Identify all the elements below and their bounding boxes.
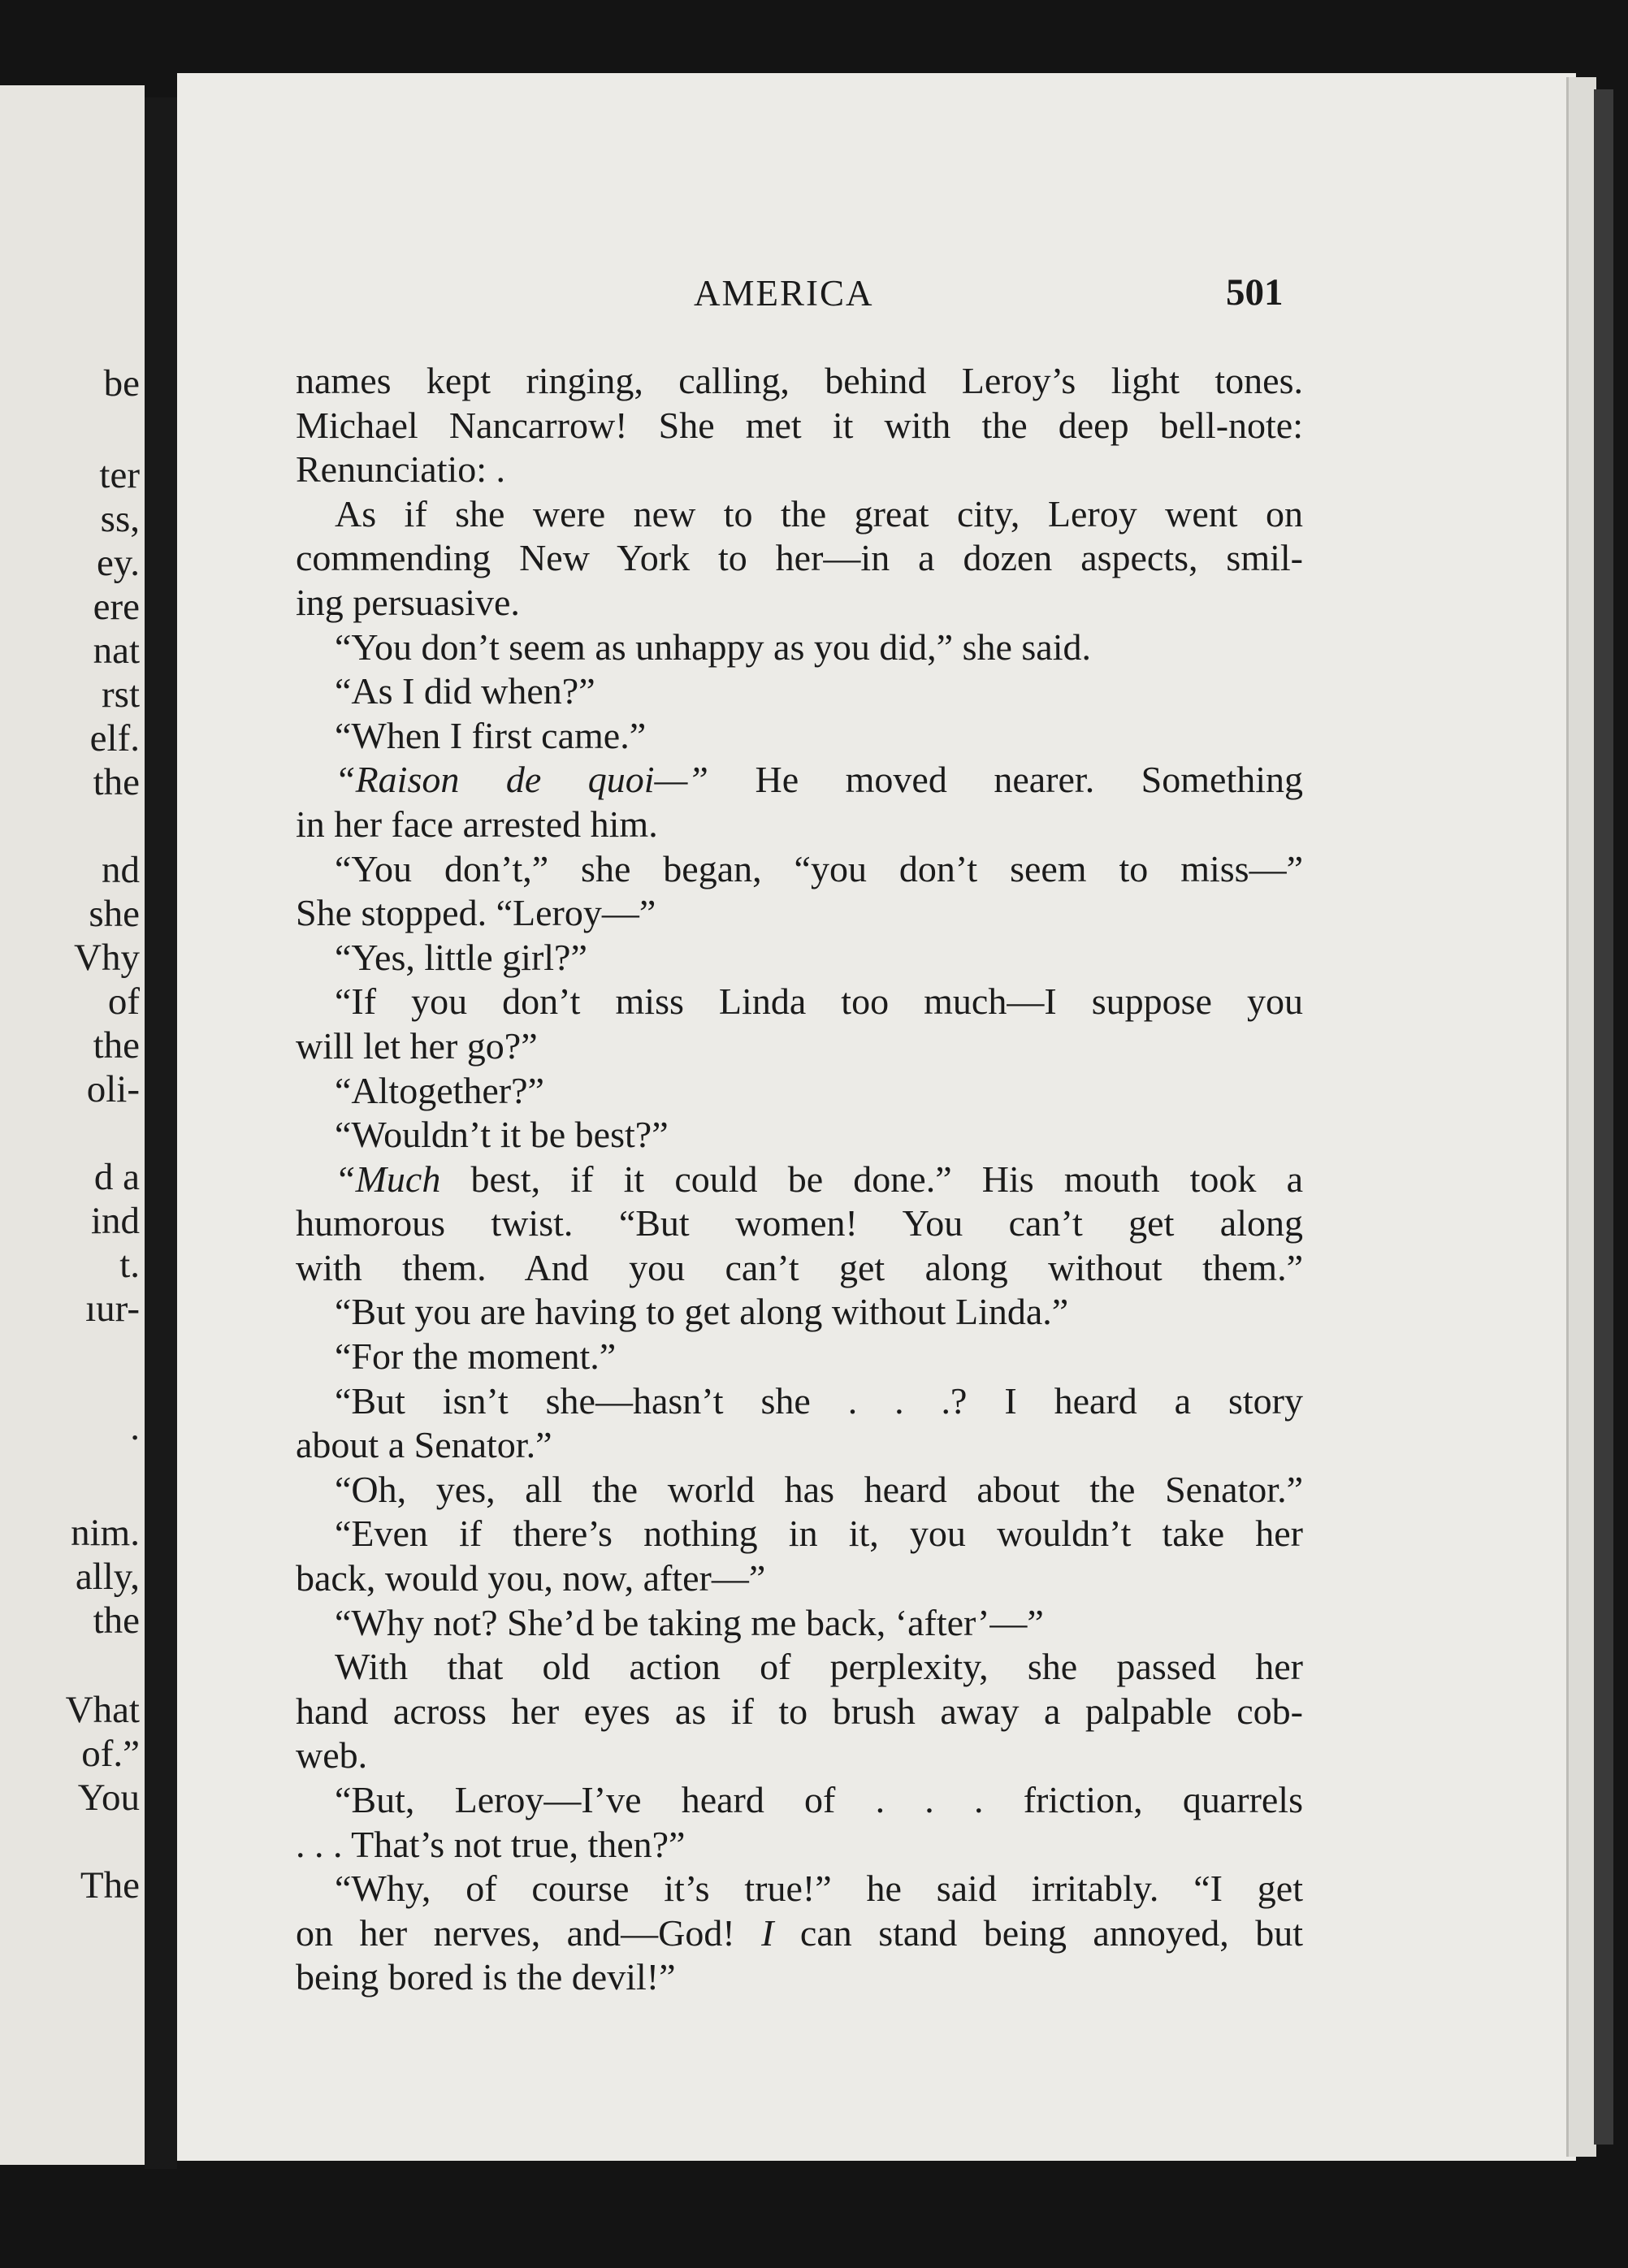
left-page-fragment: the bbox=[93, 1024, 140, 1067]
text-line: “For the moment.” bbox=[335, 1335, 617, 1378]
text-line: hand across her eyes as if to brush away a palpable cob- bbox=[296, 1690, 1303, 1732]
left-page-fragment: ter bbox=[99, 454, 140, 496]
text-line: “You don’t,” she began, “you don’t seem to miss—” bbox=[335, 847, 1303, 889]
left-page-fragment: the bbox=[93, 761, 140, 803]
text-line: She stopped. “Leroy—” bbox=[296, 892, 656, 934]
left-page-fragment: oli- bbox=[86, 1068, 140, 1110]
left-page-fragment: ıur- bbox=[85, 1288, 140, 1330]
text-line: being bored is the devil!” bbox=[296, 1956, 676, 1998]
left-page-fragment: the bbox=[93, 1599, 140, 1642]
text-line: “Why, of course it’s true!” he said irritably. “I get bbox=[335, 1868, 1303, 1910]
text-line: Renunciatio: . bbox=[296, 448, 506, 491]
text-line: “Yes, little girl?” bbox=[335, 936, 587, 978]
left-page-fragment: d a bbox=[93, 1156, 140, 1198]
text-line: “As I did when?” bbox=[335, 670, 595, 712]
text-line: “When I first came.” bbox=[335, 714, 647, 756]
text-line: “Oh, yes, all the world has heard about the Senator.” bbox=[335, 1468, 1303, 1510]
text-line: will let her go?” bbox=[296, 1024, 538, 1067]
facing-page-left bbox=[0, 85, 145, 2165]
text-line: about a Senator.” bbox=[296, 1424, 552, 1466]
italic-phrase: “Raison de quoi—” bbox=[335, 759, 709, 801]
text-line bbox=[296, 1158, 1303, 1202]
text-line: As if she were new to the great city, Leroy went on bbox=[335, 492, 1303, 535]
left-page-fragment: she bbox=[89, 893, 140, 935]
text-line: web. bbox=[296, 1734, 368, 1777]
line-text: best, if it could be done.” His mouth took a bbox=[470, 1158, 1303, 1200]
left-page-fragment: ss, bbox=[100, 498, 140, 540]
text-line: with them. And you can’t get along without them.” bbox=[296, 1246, 1303, 1288]
running-head: AMERICA bbox=[694, 273, 874, 314]
left-page-fragment: t. bbox=[119, 1244, 140, 1286]
text-line: names kept ringing, calling, behind Leroy’s light tones. bbox=[296, 360, 1303, 401]
italic-word: I bbox=[761, 1911, 774, 1954]
left-page-fragment: nd bbox=[102, 849, 140, 891]
text-line: back, would you, now, after—” bbox=[296, 1557, 766, 1599]
page-edge bbox=[1566, 77, 1596, 2157]
left-page-fragment: ind bbox=[90, 1200, 140, 1242]
text-line: ing persuasive. bbox=[296, 581, 520, 623]
left-page-fragment: of.” bbox=[81, 1733, 140, 1775]
left-page-fragment: nat bbox=[93, 630, 140, 672]
italic-phrase: “Much bbox=[335, 1158, 441, 1200]
left-page-fragment: of bbox=[107, 980, 140, 1023]
text-line: . . . That’s not true, then?” bbox=[296, 1823, 686, 1865]
text-line bbox=[296, 1911, 1303, 1956]
line-text: on her nerves, and—God! bbox=[296, 1911, 762, 1954]
line-text: can stand being annoyed, but bbox=[773, 1911, 1303, 1954]
left-page-fragment: You bbox=[77, 1777, 140, 1819]
text-line: “Why not? She’d be taking me back, ‘after’—” bbox=[335, 1601, 1044, 1643]
text-line: commending New York to her—in a dozen aspects, smil- bbox=[296, 537, 1303, 579]
page-edge-shadow bbox=[1594, 89, 1613, 2145]
left-page-fragment: be bbox=[103, 362, 140, 405]
text-line: “If you don’t miss Linda too much—I suppose you bbox=[335, 980, 1303, 1023]
left-page-fragment: Vhy bbox=[74, 937, 140, 979]
text-line: humorous twist. “But women! You can’t get along bbox=[296, 1202, 1303, 1244]
text-line: “Even if there’s nothing in it, you wouldn’t take her bbox=[335, 1513, 1303, 1555]
text-line: “But isn’t she—hasn’t she . . .? I heard a story bbox=[335, 1379, 1303, 1422]
left-page-fragment: rst bbox=[102, 673, 140, 716]
book-page bbox=[177, 73, 1576, 2161]
text-line: Michael Nancarrow! She met it with the deep bell-note: bbox=[296, 404, 1303, 446]
body-text bbox=[296, 359, 1303, 2000]
text-line bbox=[296, 758, 1303, 803]
text-line: “But, Leroy—I’ve heard of . . . friction, quarrels bbox=[335, 1779, 1303, 1820]
left-page-fragment: ally, bbox=[75, 1556, 140, 1598]
text-line: With that old action of perplexity, she passed her bbox=[335, 1646, 1303, 1688]
text-line: in her face arrested him. bbox=[296, 803, 658, 845]
page-header bbox=[177, 272, 1576, 321]
text-line: “You don’t seem as unhappy as you did,” she said. bbox=[335, 625, 1091, 668]
text-line: “Altogether?” bbox=[335, 1069, 544, 1111]
left-page-fragment: ere bbox=[93, 586, 140, 628]
left-page-fragment: Vhat bbox=[65, 1689, 140, 1731]
left-page-fragment: elf. bbox=[89, 717, 140, 760]
left-page-fragment: ey. bbox=[96, 542, 140, 584]
left-page-fragment: The bbox=[80, 1864, 140, 1907]
text-line: “Wouldn’t it be best?” bbox=[335, 1114, 669, 1156]
left-page-fragment: . bbox=[130, 1406, 140, 1448]
text-line: “But you are having to get along without Linda.” bbox=[335, 1291, 1069, 1333]
line-text: He moved nearer. Something bbox=[755, 759, 1304, 801]
left-page-fragment: nim. bbox=[71, 1512, 140, 1554]
book-gutter bbox=[145, 97, 177, 2169]
page-number: 501 bbox=[1226, 271, 1284, 314]
